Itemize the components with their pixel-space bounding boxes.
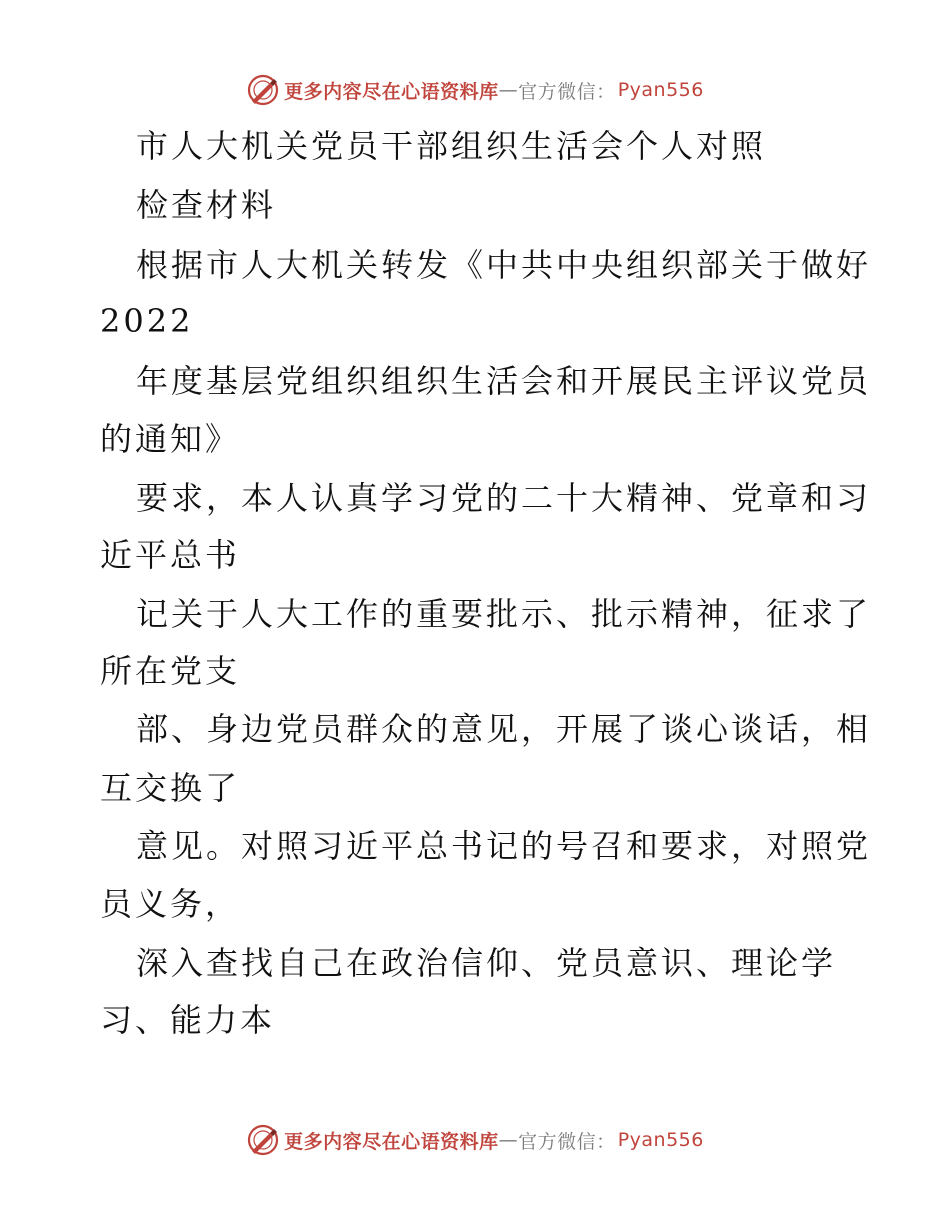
paragraph-line: 近平总书 (100, 536, 241, 574)
document-title-line-1: 市人大机关党员干部组织生活会个人对照 (136, 127, 767, 165)
paragraph-line: 深入查找自己在政治信仰、党员意识、理论学 (136, 944, 837, 982)
banner-main-text: 更多内容尽在心语资料库 (284, 1130, 499, 1153)
paragraph-line: 习、能力本 (100, 1001, 276, 1039)
paragraph-line: 的通知》 (100, 420, 241, 458)
banner-wechat-label: 官方微信： (518, 80, 616, 103)
paragraph-line: 记关于人大工作的重要批示、批示精神，征求了 (136, 595, 872, 633)
paragraph-line: 所在党支 (100, 652, 241, 690)
paragraph-line: 员义务， (100, 885, 241, 923)
paragraph-line: 要求，本人认真学习党的二十大精神、党章和习 (136, 479, 872, 517)
paragraph-line: 年度基层党组织组织生活会和开展民主评议党员 (136, 362, 872, 400)
paragraph-line: 根据市人大机关转发《中共中央组织部关于做好 (136, 246, 872, 284)
document-title-line-2: 检查材料 (136, 186, 277, 224)
footer-watermark-banner (0, 1120, 950, 1160)
banner-wechat-label: 官方微信： (518, 1130, 616, 1153)
banner-main-text: 更多内容尽在心语资料库 (284, 80, 499, 103)
paragraph-line: 互交换了 (100, 769, 241, 807)
paragraph-line: 意见。对照习近平总书记的号召和要求，对照党 (136, 827, 872, 865)
pen-circle-logo-icon (246, 73, 280, 107)
banner-dash: — (498, 79, 519, 101)
paragraph-line: 2022 (100, 302, 194, 340)
pen-circle-logo-icon (246, 1123, 280, 1157)
paragraph-line: 部、身边党员群众的意见，开展了谈心谈话，相 (136, 710, 872, 748)
header-watermark-banner (0, 70, 950, 110)
banner-dash: — (498, 1129, 519, 1151)
banner-wechat-id: Pyan556 (617, 79, 704, 101)
banner-wechat-id: Pyan556 (617, 1129, 704, 1151)
